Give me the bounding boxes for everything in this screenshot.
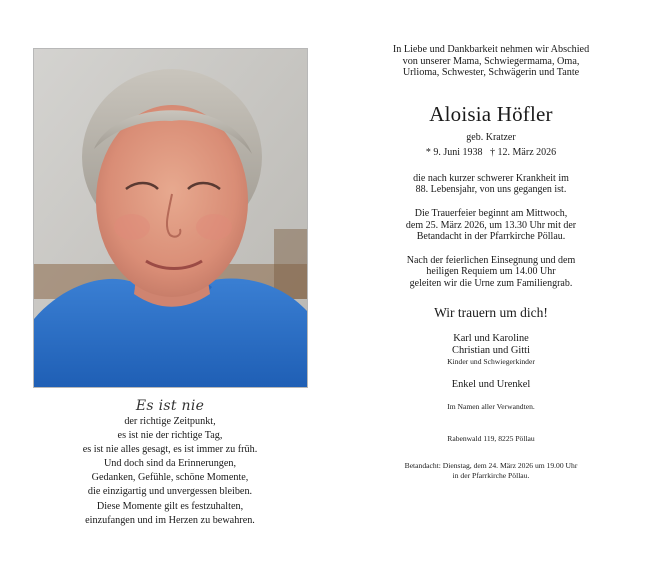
poem-line: Diese Momente gilt es festzuhalten,	[96, 500, 244, 512]
poem-block	[50, 398, 290, 528]
ceremony-line: dem 25. März 2026, um 13.30 Uhr mit der	[405, 219, 577, 231]
death-info-line: 88. Lebensjahr, von uns gegangen ist.	[415, 184, 567, 196]
requiem-info	[360, 255, 622, 290]
intro-line: In Liebe und Dankbarkeit nehmen wir Abschied	[392, 44, 590, 55]
poem-line: einzufangen und im Herzen zu bewahren.	[85, 514, 255, 526]
portrait-image	[34, 49, 307, 387]
requiem-line: Nach der feierlichen Einsegnung und dem	[406, 254, 576, 266]
address: Rabenwald 119, 8225 Pöllau	[447, 433, 535, 443]
ceremony-info	[360, 208, 622, 243]
ceremony-line: Betandacht in der Pfarrkirche Pöllau.	[416, 231, 566, 243]
poem-line: Gedanken, Gefühle, schöne Momente,	[91, 472, 249, 484]
relatives-note: Im Namen aller Verwandten.	[447, 401, 535, 411]
family-block	[360, 333, 622, 368]
poem-line: Und doch sind da Erinnerungen,	[103, 458, 237, 470]
grandchildren: Enkel und Urenkel	[451, 379, 531, 391]
prayer-line: in der Pfarrkirche Pöllau.	[452, 471, 530, 481]
birth-name: geb. Kratzer	[466, 131, 516, 143]
prayer-line: Betandacht: Dienstag, dem 24. März 2026 um 19.00 Uhr	[404, 460, 578, 470]
portrait-photo	[33, 48, 308, 388]
deceased-name: Aloisia Höfler	[429, 101, 553, 126]
poem-title: Es ist nie	[135, 398, 205, 414]
poem-line: der richtige Zeitpunkt,	[124, 416, 216, 427]
prayer-info	[360, 461, 622, 482]
intro-line: Urlioma, Schwester, Schwägerin und Tante	[402, 67, 580, 79]
ceremony-line: Die Trauerfeier beginnt am Mittwoch,	[414, 207, 568, 219]
life-dates: * 9. Juni 1938 † 12. März 2026	[425, 146, 557, 158]
poem-line: die einzigartig und unvergessen bleiben.	[87, 486, 253, 498]
mourning-heading: Wir trauern um dich!	[434, 304, 548, 320]
family-line: Karl und Karoline	[453, 332, 529, 344]
intro-line: von unserer Mama, Schwiegermama, Oma,	[402, 55, 580, 67]
family-note: Kinder und Schwiegerkinder	[447, 357, 535, 367]
requiem-line: geleiten wir die Urne zum Familiengrab.	[409, 277, 573, 289]
death-info	[360, 173, 622, 196]
death-info-line: die nach kurzer schwerer Krankheit im	[413, 172, 569, 184]
obituary-text	[360, 44, 622, 482]
poem-line: es ist nie alles gesagt, es ist immer zu früh.	[82, 444, 258, 456]
requiem-line: heiligen Requiem um 14.00 Uhr	[426, 266, 556, 278]
poem-line: es ist nie der richtige Tag,	[117, 430, 223, 442]
family-line: Christian und Gitti	[452, 344, 530, 356]
